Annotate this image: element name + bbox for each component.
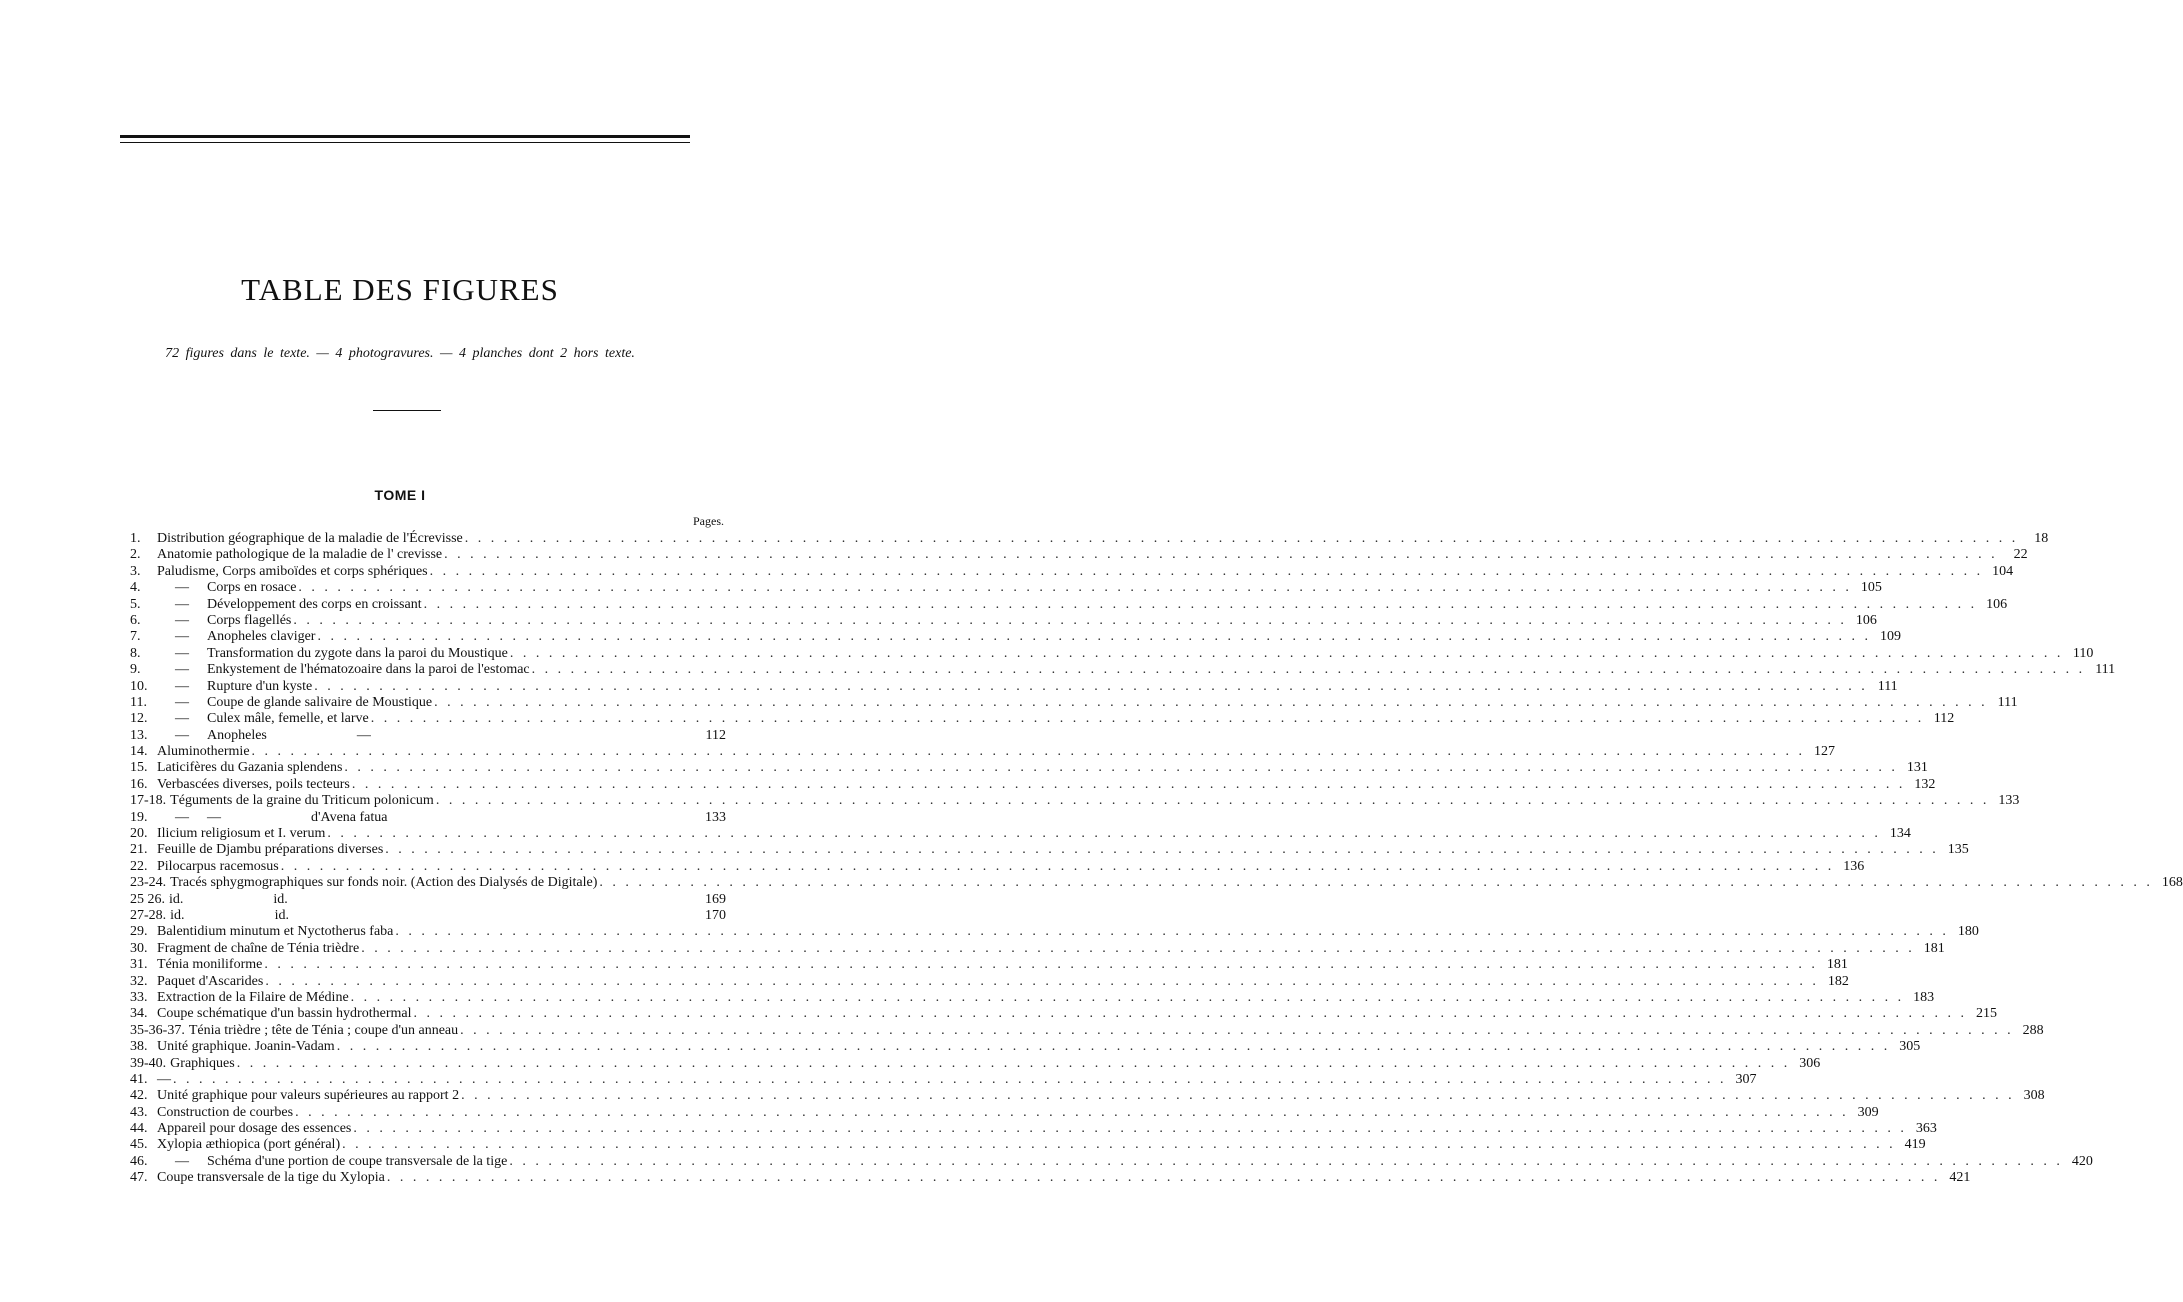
figure-caption: Rupture d'un kyste [207,678,313,694]
figure-number: 15. [130,760,148,776]
figure-number: 1. [130,531,141,546]
dot-leader: . . . . . . . . . . . . . . . . . . . . . . . . . . . . . . . . . . . . . . . . . . . . . . . . . . . . . . . . . . . . . . . . . . . . . . . . . . . . . . . . . . . . . . . . . . . . . . . . . . . . . . . . . . . . . . . . . . . . . . . . [395,924,1949,940]
figure-caption: Schéma d'une portion de coupe transversale de la tige [207,1153,508,1169]
figure-caption-continued: id. [274,907,289,923]
figure-number: 21. [130,842,148,858]
dot-leader: . . . . . . . . . . . . . . . . . . . . . . . . . . . . . . . . . . . . . . . . . . . . . . . . . . . . . . . . . . . . . . . . . . . . . . . . . . . . . . . . . . . . . . . . . . . . . . . . . . . . . . . . . . . . . . . . . . . . . . . . [314,678,1868,694]
figure-number: 7. [130,629,141,645]
page-subtitle: 72 figures dans le texte. — 4 photogravures. — 4 planches dont 2 hors texte. [165,346,635,361]
toc-entry [130,760,1928,776]
figure-number: 5. [130,596,141,612]
ditto-dash: — [175,1153,189,1169]
ditto-dash: — [175,662,189,678]
page-number: 419 [1904,1137,1926,1153]
figure-number: 10. [130,678,148,694]
figure-number: 20. [130,826,148,842]
figure-number: 8. [130,645,141,661]
page-number: 305 [1899,1039,1921,1055]
page-number: 104 [1992,563,2014,579]
figure-caption: Coupe de glande salivaire de Moustique [207,694,433,710]
toc-entry [130,989,1935,1006]
toc-entry [130,531,2049,547]
figure-caption: Laticifères du Gazania splendens [157,760,343,776]
figure-number: 12. [130,711,148,727]
figure-caption: Distribution géographique de la maladie de l'Écrevisse [157,531,463,546]
figure-number: 42. [130,1088,148,1104]
page-number: 111 [2095,662,2116,678]
ditto-dash: — [175,678,189,694]
toc-entry [130,908,726,924]
figure-number: 29. [130,924,148,940]
page-number: 308 [2023,1088,2045,1104]
toc-entry [130,1055,1821,1072]
dot-leader: . . . . . . . . . . . . . . . . . . . . . . . . . . . . . . . . . . . . . . . . . . . . . . . . . . . . . . . . . . . . . . . . . . . . . . . . . . . . . . . . . . . . . . . . . . . . . . . . . . . . . . . . . . . . . . . . . . . . . . . . [344,760,1898,776]
figure-number: 27-28. [130,907,167,923]
page-number: 309 [1857,1104,1879,1120]
figure-caption: Anopheles [207,727,267,743]
dot-leader: . . . . . . . . . . . . . . . . . . . . . . . . . . . . . . . . . . . . . . . . . . . . . . . . . . . . . . . . . . . . . . . . . . . . . . . . . . . . . . . . . . . . . . . . . . . . . . . . . . . . . . . . . . . . . . . . . . . . . . . . [295,1104,1849,1120]
dot-leader: . . . . . . . . . . . . . . . . . . . . . . . . . . . . . . . . . . . . . . . . . . . . . . . . . . . . . . . . . . . . . . . . . . . . . . . . . . . . . . . . . . . . . . . . . . . . . . . . . . . . . . . . . . . . . . . . . . . . . . . . [413,1006,1967,1022]
page-number: 420 [2071,1153,2093,1169]
dot-leader: . . . . . . . . . . . . . . . . . . . . . . . . . . . . . . . . . . . . . . . . . . . . . . . . . . . . . . . . . . . . . . . . . . . . . . . . . . . . . . . . . . . . . . . . . . . . . . . . . . . . . . . . . . . . . . . . . . . . . . . . [342,1137,1896,1153]
page-number: 183 [1913,989,1935,1005]
toc-entry [130,1153,2093,1170]
toc-entry [130,662,2116,678]
dot-leader: . . . . . . . . . . . . . . . . . . . . . . . . . . . . . . . . . . . . . . . . . . . . . . . . . . . . . . . . . . . . . . . . . . . . . . . . . . . . . . . . . . . . . . . . . . . . . . . . . . . . . . . . . . . . . . . . . . . . . . . . [317,629,1871,645]
figure-number: 47. [130,1170,148,1186]
figure-number: 14. [130,744,148,760]
toc-entry [130,580,1882,596]
toc-entry [130,858,1865,875]
figure-caption: Pilocarpus racemosus [157,858,279,874]
figure-caption: Verbascées diverses, poils tecteurs [157,776,350,792]
ditto-dash: — [175,596,189,612]
page-number: 288 [2022,1022,2044,1038]
figure-caption: id. [169,891,184,907]
dot-leader: . . . . . . . . . . . . . . . . . . . . . . . . . . . . . . . . . . . . . . . . . . . . . . . . . . . . . . . . . . . . . . . . . . . . . . . . . . . . . . . . . . . . . . . . . . . . . . . . . . . . . . . . . . . . . . . . . . . . . . . . [461,1088,2015,1104]
figure-caption: Appareil pour dosage des essences [157,1121,352,1137]
toc-entry [130,892,726,908]
toc-entry [130,1039,1921,1055]
figure-caption: Ténia moniliforme [157,957,263,973]
dot-leader: . . . . . . . . . . . . . . . . . . . . . . . . . . . . . . . . . . . . . . . . . . . . . . . . . . . . . . . . . . . . . . . . . . . . . . . . . . . . . . . . . . . . . . . . . . . . . . . . . . . . . . . . . . . . . . . . . . . . . . . . [385,842,1939,858]
toc-entry [130,1170,1971,1186]
figure-number: 46. [130,1153,148,1169]
page-number: 168 [2161,875,2183,891]
toc-entry [130,563,2014,580]
page-number: 215 [1975,1006,1997,1022]
figure-number: 45. [130,1137,148,1153]
figure-number: 35-36-37. [130,1022,185,1038]
figure-number: 41. [130,1071,148,1087]
page-number: 133 [1998,793,2020,809]
dot-leader: . . . . . . . . . . . . . . . . . . . . . . . . . . . . . . . . . . . . . . . . . . . . . . . . . . . . . . . . . . . . . . . . . . . . . . . . . . . . . . . . . . . . . . . . . . . . . . . . . . . . . . . . . . . . . . . . . . . . . . . . [327,826,1881,842]
page-number: 112 [1933,711,1955,727]
page-number: 136 [1843,858,1865,874]
toc-entry [130,1104,1879,1121]
dot-leader: . . . . . . . . . . . . . . . . . . . . . . . . . . . . . . . . . . . . . . . . . . . . . . . . . . . . . . . . . . . . . . . . . . . . . . . . . . . . . . . . . . . . . . . . . . . . . . . . . . . . . . . . . . . . . . . . . . . . . . . . [464,531,2019,546]
dot-leader: . . . . . . . . . . . . . . . . . . . . . . . . . . . . . . . . . . . . . . . . . . . . . . . . . . . . . . . . . . . . . . . . . . . . . . . . . . . . . . . . . . . . . . . . . . . . . . . . . . . . . . . . . . . . . . . . . . . . . . . . [336,1039,1891,1055]
figure-number: 11. [130,694,147,710]
pages-column-header: Pages. [693,514,724,528]
page-number: 110 [2072,645,2094,661]
ditto-dash: — [175,629,189,645]
page-number: 135 [1947,842,1969,858]
page-number: 170 [705,907,726,923]
figure-number: 33. [130,989,148,1005]
figure-number: 9. [130,662,141,678]
figure-list [130,531,2183,1187]
figure-caption-continued: — [356,727,371,743]
figure-caption: Culex mâle, femelle, et larve [207,711,369,727]
dot-leader: . . . . . . . . . . . . . . . . . . . . . . . . . . . . . . . . . . . . . . . . . . . . . . . . . . . . . . . . . . . . . . . . . . . . . . . . . . . . . . . . . . . . . . . . . . . . . . . . . . . . . . . . . . . . . . . . . . . . . . . . [264,957,1818,973]
figure-caption: Graphiques [170,1055,235,1071]
figure-caption: Développement des corps en croissant [207,596,422,612]
toc-entry [130,826,1911,842]
figure-number: 19. [130,809,148,825]
figure-number: 6. [130,612,141,628]
page-number: 111 [1997,694,2018,710]
toc-entry [130,612,1877,629]
figure-number: 3. [130,563,141,579]
figure-number: 30. [130,940,148,956]
page-number: 134 [1889,826,1911,842]
page-number: 132 [1914,776,1936,792]
toc-entry [130,711,1955,727]
ditto-dash: — [175,727,189,743]
toc-entry [130,1137,1926,1153]
page-number: 131 [1906,760,1928,776]
toc-entry [130,547,2028,563]
dot-leader: . . . . . . . . . . . . . . . . . . . . . . . . . . . . . . . . . . . . . . . . . . . . . . . . . . . . . . . . . . . . . . . . . . . . . . . . . . . . . . . . . . . . . . . . . . . . . . . . . . . . . . . . . . . . . . . . . . . . . . . . [353,1121,1907,1137]
page-number: 181 [1826,957,1848,973]
figure-caption: id. [170,907,185,923]
figure-number: 2. [130,547,141,563]
page-number: 105 [1860,580,1882,596]
ditto-dash: — [175,809,189,825]
dot-leader: . . . . . . . . . . . . . . . . . . . . . . . . . . . . . . . . . . . . . . . . . . . . . . . . . . . . . . . . . . . . . . . . . . . . . . . . . . . . . . . . . . . . . . . . . . . . . . . . . . . . . . . . . . . . . . . . . . . . . . . . [429,563,1984,579]
dot-leader: . . . . . . . . . . . . . . . . . . . . . . . . . . . . . . . . . . . . . . . . . . . . . . . . . . . . . . . . . . . . . . . . . . . . . . . . . . . . . . . . . . . . . . . . . . . . . . . . . . . . . . . . . . . . . . . . . . . . . . . . [386,1170,1941,1186]
page-number: 18 [2034,531,2049,546]
ditto-dash: — [175,645,189,661]
page-number: 180 [1957,924,1979,940]
figure-caption: Corps flagellés [207,612,292,628]
dot-leader: . . . . . . . . . . . . . . . . . . . . . . . . . . . . . . . . . . . . . . . . . . . . . . . . . . . . . . . . . . . . . . . . . . . . . . . . . . . . . . . . . . . . . . . . . . . . . . . . . . . . . . . . . . . . . . . . . . . . . . . . [531,662,2086,678]
figure-caption: Extraction de la Filaire de Médine [157,989,349,1005]
dot-leader: . . . . . . . . . . . . . . . . . . . . . . . . . . . . . . . . . . . . . . . . . . . . . . . . . . . . . . . . . . . . . . . . . . . . . . . . . . . . . . . . . . . . . . . . . . . . . . . . . . . . . . . . . . . . . . . . . . . . . . . . [434,694,1988,710]
page-number: 111 [1877,678,1898,694]
dot-leader: . . . . . . . . . . . . . . . . . . . . . . . . . . . . . . . . . . . . . . . . . . . . . . . . . . . . . . . . . . . . . . . . . . . . . . . . . . . . . . . . . . . . . . . . . . . . . . . . . . . . . . . . . . . . . . . . . . . . . . . . [361,940,1915,956]
figure-number: 4. [130,580,141,596]
dot-leader: . . . . . . . . . . . . . . . . . . . . . . . . . . . . . . . . . . . . . . . . . . . . . . . . . . . . . . . . . . . . . . . . . . . . . . . . . . . . . . . . . . . . . . . . . . . . . . . . . . . . . . . . . . . . . . . . . . . . . . . . [293,612,1847,628]
ditto-dash: — [175,580,189,596]
figure-caption: Corps en rosace [207,580,297,596]
dot-leader: . . . . . . . . . . . . . . . . . . . . . . . . . . . . . . . . . . . . . . . . . . . . . . . . . . . . . . . . . . . . . . . . . . . . . . . . . . . . . . . . . . . . . . . . . . . . . . . . . . . . . . . . . . . . . . . . . . . . . . . . [509,645,2064,661]
dot-leader: . . . . . . . . . . . . . . . . . . . . . . . . . . . . . . . . . . . . . . . . . . . . . . . . . . . . . . . . . . . . . . . . . . . . . . . . . . . . . . . . . . . . . . . . . . . . . . . . . . . . . . . . . . . . . . . . . . . . . . . . [236,1055,1791,1071]
page-number: 421 [1949,1170,1971,1186]
figure-caption: Aluminothermie [157,744,250,760]
dot-leader: . . . . . . . . . . . . . . . . . . . . . . . . . . . . . . . . . . . . . . . . . . . . . . . . . . . . . . . . . . . . . . . . . . . . . . . . . . . . . . . . . . . . . . . . . . . . . . . . . . . . . . . . . . . . . . . . . . . . . . . . [350,989,1905,1005]
toc-entry [130,1121,1937,1137]
toc-entry [130,596,2008,613]
page-number: 133 [705,809,726,825]
page-number: 306 [1799,1055,1821,1071]
toc-entry [130,1088,2045,1104]
page-number: 112 [705,727,726,743]
toc-entry [130,629,1901,645]
figure-caption: Téguments de la graine du Triticum polonicum [170,793,434,809]
toc-entry [130,924,1979,940]
figure-caption: Ténia trièdre ; tête de Ténia ; coupe d'un anneau [188,1022,459,1038]
figure-number: 38. [130,1039,148,1055]
figure-number: 34. [130,1006,148,1022]
figure-number: 25 26. [130,891,165,907]
figure-caption: — [157,1071,171,1087]
toc-entry [130,744,1836,760]
toc-entry [130,957,1848,973]
figure-number: 39-40. [130,1055,167,1071]
figure-number: 13. [130,727,148,743]
ditto-dash: — [175,612,189,628]
toc-entry [130,1006,1997,1022]
figure-number: 32. [130,973,148,989]
figure-caption-continued: d'Avena fatua [311,809,388,825]
toc-entry [130,793,2020,809]
dot-leader: . . . . . . . . . . . . . . . . . . . . . . . . . . . . . . . . . . . . . . . . . . . . . . . . . . . . . . . . . . . . . . . . . . . . . . . . . . . . . . . . . . . . . . . . . . . . . . . . . . . . . . . . . . . . . . . . . . . . . . . . [173,1071,1727,1087]
dot-leader: . . . . . . . . . . . . . . . . . . . . . . . . . . . . . . . . . . . . . . . . . . . . . . . . . . . . . . . . . . . . . . . . . . . . . . . . . . . . . . . . . . . . . . . . . . . . . . . . . . . . . . . . . . . . . . . . . . . . . . . . [460,1022,2014,1038]
ditto-dash: — [175,711,189,727]
figure-caption: Enkystement de l'hématozoaire dans la paroi de l'estomac [207,662,530,678]
page-number: 127 [1814,744,1836,760]
toc-entry [130,645,2094,662]
figure-caption: Unité graphique pour valeurs supérieures au rapport 2 [157,1088,460,1104]
separator-rule [373,410,441,411]
dot-leader: . . . . . . . . . . . . . . . . . . . . . . . . . . . . . . . . . . . . . . . . . . . . . . . . . . . . . . . . . . . . . . . . . . . . . . . . . . . . . . . . . . . . . . . . . . . . . . . . . . . . . . . . . . . . . . . . . . . . . . . . [265,973,1819,989]
figure-caption: Balentidium minutum et Nyctotherus faba [157,924,394,940]
tome-heading: TOME I [374,487,426,503]
figure-caption: Unité graphique. Joanin-Vadam [157,1039,335,1055]
figure-caption: — [207,809,221,825]
toc-entry [130,1022,2044,1039]
toc-entry [130,842,1969,858]
figure-number: 23-24. [130,875,167,891]
dot-leader: . . . . . . . . . . . . . . . . . . . . . . . . . . . . . . . . . . . . . . . . . . . . . . . . . . . . . . . . . . . . . . . . . . . . . . . . . . . . . . . . . . . . . . . . . . . . . . . . . . . . . . . . . . . . . . . . . . . . . . . . [509,1153,2063,1169]
dot-leader: . . . . . . . . . . . . . . . . . . . . . . . . . . . . . . . . . . . . . . . . . . . . . . . . . . . . . . . . . . . . . . . . . . . . . . . . . . . . . . . . . . . . . . . . . . . . . . . . . . . . . . . . . . . . . . . . . . . . . . . . [251,744,1806,760]
figure-caption: Construction de courbes [157,1104,294,1120]
page-number: 22 [2013,547,2028,563]
figure-caption: Ilicium religiosum et I. verum [157,826,326,842]
top-double-rule-thin [120,142,690,143]
toc-entry [130,728,726,744]
figure-caption: Anatomie pathologique de la maladie de l' crevisse [157,547,443,563]
page-number: 106 [1855,612,1877,628]
page-number: 363 [1915,1121,1937,1137]
figure-caption: Coupe transversale de la tige du Xylopia [157,1170,385,1186]
figure-caption: Paquet d'Ascarides [157,973,264,989]
figure-number: 31. [130,957,148,973]
dot-leader: . . . . . . . . . . . . . . . . . . . . . . . . . . . . . . . . . . . . . . . . . . . . . . . . . . . . . . . . . . . . . . . . . . . . . . . . . . . . . . . . . . . . . . . . . . . . . . . . . . . . . . . . . . . . . . . . . . . . . . . . [351,776,1906,792]
toc-entry [130,694,2018,711]
dot-leader: . . . . . . . . . . . . . . . . . . . . . . . . . . . . . . . . . . . . . . . . . . . . . . . . . . . . . . . . . . . . . . . . . . . . . . . . . . . . . . . . . . . . . . . . . . . . . . . . . . . . . . . . . . . . . . . . . . . . . . . . [435,793,1990,809]
dot-leader: . . . . . . . . . . . . . . . . . . . . . . . . . . . . . . . . . . . . . . . . . . . . . . . . . . . . . . . . . . . . . . . . . . . . . . . . . . . . . . . . . . . . . . . . . . . . . . . . . . . . . . . . . . . . . . . . . . . . . . . . [444,547,1998,563]
figure-caption: Fragment de chaîne de Ténia trièdre [157,940,360,956]
figure-number: 43. [130,1104,148,1120]
dot-leader: . . . . . . . . . . . . . . . . . . . . . . . . . . . . . . . . . . . . . . . . . . . . . . . . . . . . . . . . . . . . . . . . . . . . . . . . . . . . . . . . . . . . . . . . . . . . . . . . . . . . . . . . . . . . . . . . . . . . . . . . [280,858,1835,874]
page-number: 109 [1879,629,1901,645]
figure-number: 17-18. [130,793,167,809]
dot-leader: . . . . . . . . . . . . . . . . . . . . . . . . . . . . . . . . . . . . . . . . . . . . . . . . . . . . . . . . . . . . . . . . . . . . . . . . . . . . . . . . . . . . . . . . . . . . . . . . . . . . . . . . . . . . . . . . . . . . . . . . [298,580,1852,596]
page-number: 307 [1735,1071,1757,1087]
toc-entry [130,810,726,826]
top-double-rule [120,135,690,138]
toc-entry [130,776,1936,793]
dot-leader: . . . . . . . . . . . . . . . . . . . . . . . . . . . . . . . . . . . . . . . . . . . . . . . . . . . . . . . . . . . . . . . . . . . . . . . . . . . . . . . . . . . . . . . . . . . . . . . . . . . . . . . . . . . . . . . . . . . . . . . . [370,711,1925,727]
toc-entry [130,940,1945,957]
figure-caption-continued: id. [273,891,288,907]
page-number: 181 [1923,940,1945,956]
toc-entry [130,1071,1757,1088]
figure-caption: Xylopia æthiopica (port général) [157,1137,341,1153]
page-number: 169 [705,891,726,907]
dot-leader: . . . . . . . . . . . . . . . . . . . . . . . . . . . . . . . . . . . . . . . . . . . . . . . . . . . . . . . . . . . . . . . . . . . . . . . . . . . . . . . . . . . . . . . . . . . . . . . . . . . . . . . . . . . . . . . . . . . . . . . . [423,596,1978,612]
figure-number: 22. [130,858,148,874]
ditto-dash: — [175,694,189,710]
dot-leader: . . . . . . . . . . . . . . . . . . . . . . . . . . . . . . . . . . . . . . . . . . . . . . . . . . . . . . . . . . . . . . . . . . . . . . . . . . . . . . . . . . . . . . . . . . . . . . . . . . . . . . . . . . . . . . . . . . . . . . . . [599,875,2153,891]
figure-caption: Transformation du zygote dans la paroi du Moustique [207,645,508,661]
figure-caption: Paludisme, Corps amiboïdes et corps sphériques [157,563,428,579]
page-number: 106 [1986,596,2008,612]
figure-caption: Coupe schématique d'un bassin hydrothermal [157,1006,412,1022]
toc-entry [130,678,1898,695]
toc-entry [130,973,1849,990]
toc-entry [130,875,2183,891]
figure-number: 44. [130,1121,148,1137]
figure-caption: Feuille de Djambu préparations diverses [157,842,384,858]
figure-caption: Tracés sphygmographiques sur fonds noir. (Action des Dialysés de Digitale) [170,875,598,891]
page-number: 182 [1827,973,1849,989]
figure-caption: Anopheles claviger [207,629,316,645]
figure-number: 16. [130,776,148,792]
page-title: TABLE DES FIGURES [241,272,559,307]
